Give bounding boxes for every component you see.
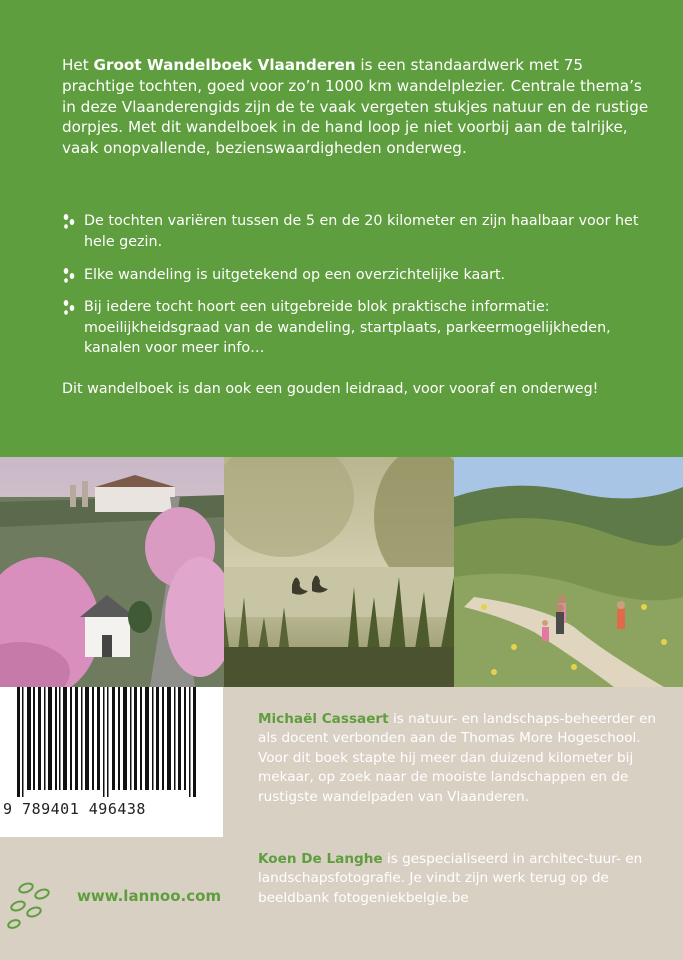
photographer-bio-text: is gespecialiseerd in architec-tuur- en landschapsfotografie. Je vindt zijn werk terug op de beeldbank fotogeniekbelgie.be — [258, 851, 643, 906]
author-name: Michaël Cassaert — [258, 711, 389, 727]
barcode-number: 9 789401 496438 — [3, 800, 146, 818]
bullet-item — [62, 265, 662, 286]
footprints-icon — [62, 266, 76, 284]
intro-text-start: Het — [62, 56, 94, 74]
book-title: Groot Wandelboek Vlaanderen — [93, 56, 356, 74]
intro-text-rest: is een standaardwerk met 75 prachtige tochten, goed voor zo’n 1000 km wandelplezier. Centrale thema’s in deze Vlaanderengids zijn de te vaak vergeten stukjes natuur en de rustige dorpjes. Met dit wandelboek in de hand loop je niet voorbij aan de talrijke, vaak onopvallende, bezienswaardigheden onderweg. — [62, 56, 649, 158]
photo-dune-walkers — [454, 457, 683, 687]
bullet-text: Elke wandeling is uitgetekend op een overzichtelijke kaart. — [84, 267, 506, 283]
closing-sentence: Dit wandelboek is dan ook een gouden leidraad, voor vooraf en onderweg! — [62, 381, 599, 397]
green-text-panel — [0, 0, 683, 457]
publisher-website[interactable]: www.lannoo.com — [77, 887, 222, 905]
footprints-logo-icon — [6, 876, 66, 936]
photo-blossom-road — [0, 457, 224, 687]
photo-swans-pond — [224, 457, 454, 687]
photographer-name: Koen De Langhe — [258, 851, 383, 867]
bullet-text: De tochten variëren tussen de 5 en de 20 kilometer en zijn haalbaar voor het hele gezin. — [84, 213, 639, 250]
bullet-text: Bij iedere tocht hoort een uitgebreide blok praktische informatie: moeilijkheidsgraad van de wandeling, startplaats, parkeermogelijkheden, kanalen voor meer info… — [84, 299, 611, 356]
author-bio — [258, 710, 658, 807]
footprints-icon — [62, 212, 76, 230]
footprints-icon — [62, 298, 76, 316]
author-bio-text: is natuur- en landschaps-beheerder en als docent verbonden aan de Thomas More Hogeschool. Voor dit boek stapte hij meer dan duizend kilometer bij mekaar, op zoek naar de mooiste landschappen en de rustigste wandelpaden van Vlaanderen. — [258, 711, 656, 805]
bullet-item — [62, 297, 662, 359]
intro-paragraph — [62, 55, 652, 159]
bullet-item — [62, 211, 662, 252]
photo-strip — [0, 457, 683, 687]
photographer-bio — [258, 850, 658, 908]
